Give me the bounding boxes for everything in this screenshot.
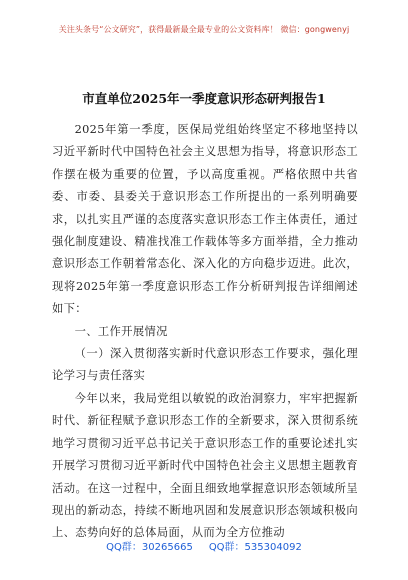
document-body [52,119,358,545]
paragraph-intro: 2025年第一季度，医保局党组始终坚定不移地坚持以习近平新时代中国特色社会主义思想为指导，将意识形态工作摆在极为重要的位置，予以高度重视。严格依照中共省委、市委、县委关于意识形态工作所提出的一系列明确要求，以扎实且严谨的态度落实意识形态工作主体责任，通过强化制度建设、精准找准工作载体等多方面举措，全力推动意识形态工作朝着常态化、深入化的方向稳步迈进。此次，现将2025年第一季度意识形态工作分析研判报告详细阐述如下： [52,123,358,316]
subsection-heading: （一）深入贯彻落实新时代意识形态工作要求，强化理论学习与责任落实 [52,347,358,383]
section-heading: 一、工作开展情况 [74,324,168,338]
footer-qq-group-1: QQ群：30265665 [106,542,193,553]
paragraph-body: 今年以来，我局党组以敏锐的政治洞察力，牢牢把握新时代、新征程赋予意识形态工作的全新要求，深入贯彻系统地学习贯彻习近平总书记关于意识形态工作的重要论述扎实开展学习贯彻习近平新时代中国特色社会主义思想主题教育活动。在这一过程中，全面且细致地掌握意识形态领域所呈现出的新动态，持续不断地巩固和发展意识形态领域积极向上、态势向好的总体局面，从而为全方位推动 [52,391,358,540]
footer-qq-group-2: QQ群：535304092 [208,542,302,553]
footer-contact [0,538,408,553]
document-title: 市直单位2025年一季度意识形态研判报告1 [82,91,326,106]
header-banner: 关注头条号“公文研究”，获得最新最全最专业的公文资料库！ 微信：gongwenyj [58,25,350,34]
